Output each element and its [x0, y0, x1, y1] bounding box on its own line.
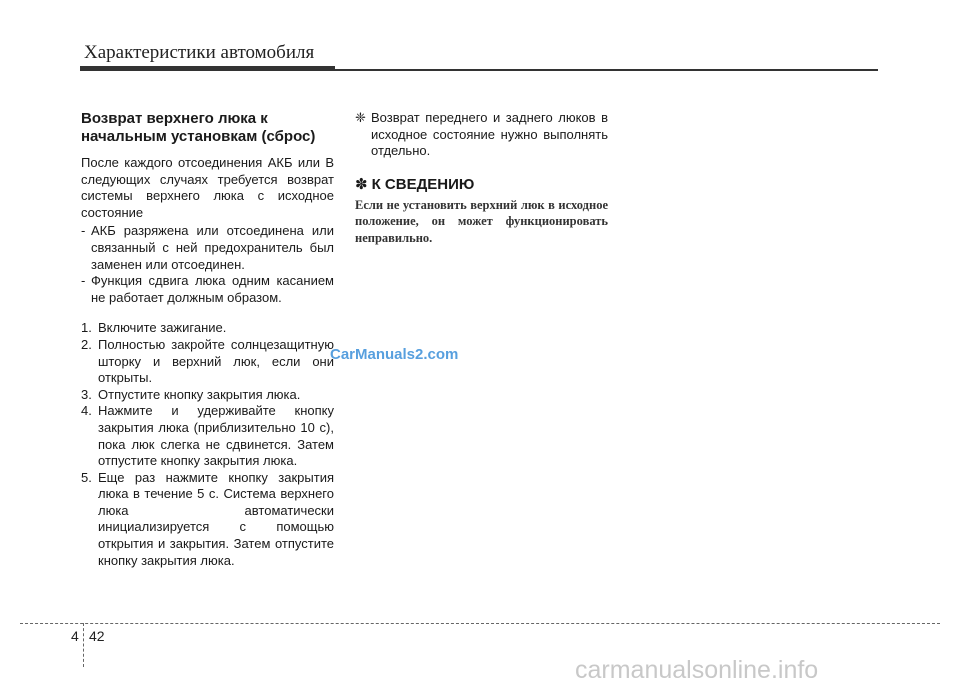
footer-vertical-divider	[83, 623, 84, 667]
page-header-title: Характеристики автомобиля	[84, 42, 315, 63]
step-text: Полностью закройте солнцезащитную шторку и верхний люк, если они открыты.	[98, 336, 334, 386]
intro-paragraph: После каждого отсоединения АКБ или В следующих случаях требуется возврат системы верхнего люка с исходное состояние	[81, 155, 334, 220]
left-column	[81, 110, 334, 569]
dash-marker: -	[81, 223, 86, 239]
asterisk-icon: ✽	[355, 175, 368, 193]
section-title: Возврат верхнего люка к начальным установкам (сброс)	[81, 110, 316, 145]
list-item	[81, 223, 334, 273]
dash-marker: -	[81, 273, 86, 289]
info-title: К СВЕДЕНИЮ	[371, 175, 475, 193]
step-number: 1.	[81, 320, 92, 336]
step-text: Нажмите и удерживайте кнопку закрытия люка (приблизительно 10 с), пока люк слегка не сдвинется. Затем отпустите кнопку закрытия люка.	[98, 403, 334, 469]
note-paragraph	[355, 110, 608, 160]
list-item	[81, 403, 334, 469]
step-number: 2.	[81, 336, 92, 352]
footer-divider	[20, 623, 940, 624]
list-item	[81, 387, 334, 404]
list-item	[81, 273, 334, 306]
step-number: 3.	[81, 386, 92, 402]
conditions-list	[81, 223, 334, 306]
chapter-number: 4	[71, 628, 79, 644]
step-text: Отпустите кнопку закрытия люка.	[98, 386, 301, 402]
list-item	[81, 320, 334, 337]
watermark-top: CarManuals2.com	[330, 346, 459, 363]
header-rule-thick	[80, 66, 335, 71]
note-marker-icon: ❈	[355, 110, 366, 125]
info-heading	[355, 176, 608, 194]
right-column	[355, 110, 608, 246]
condition-text: Функция сдвига люка одним касанием не работает должным образом.	[91, 273, 334, 305]
condition-text: АКБ разряжена или отсоединена или связанный с ней предохранитель был заменен или отсоединен.	[91, 223, 334, 272]
step-number: 4.	[81, 403, 92, 419]
watermark-bottom: carmanualsonline.info	[575, 656, 819, 684]
step-number: 5.	[81, 469, 92, 485]
page-number: 42	[89, 628, 105, 644]
note-text: Возврат переднего и заднего люков в исходное состояние нужно выполнять отдельно.	[371, 110, 608, 159]
step-text: Еще раз нажмите кнопку закрытия люка в течение 5 с. Система верхнего люка автоматически инициализируется с помощью открытия и закрытия. Затем отпустите кнопку закрытия люка.	[98, 469, 334, 568]
list-item	[81, 470, 334, 570]
info-text: Если не установить верхний люк в исходное положение, он может функционировать неправильно.	[355, 197, 608, 245]
list-item	[81, 337, 334, 387]
step-text: Включите зажигание.	[98, 320, 227, 336]
header-rule-thin	[335, 69, 878, 71]
steps-list	[81, 320, 334, 569]
